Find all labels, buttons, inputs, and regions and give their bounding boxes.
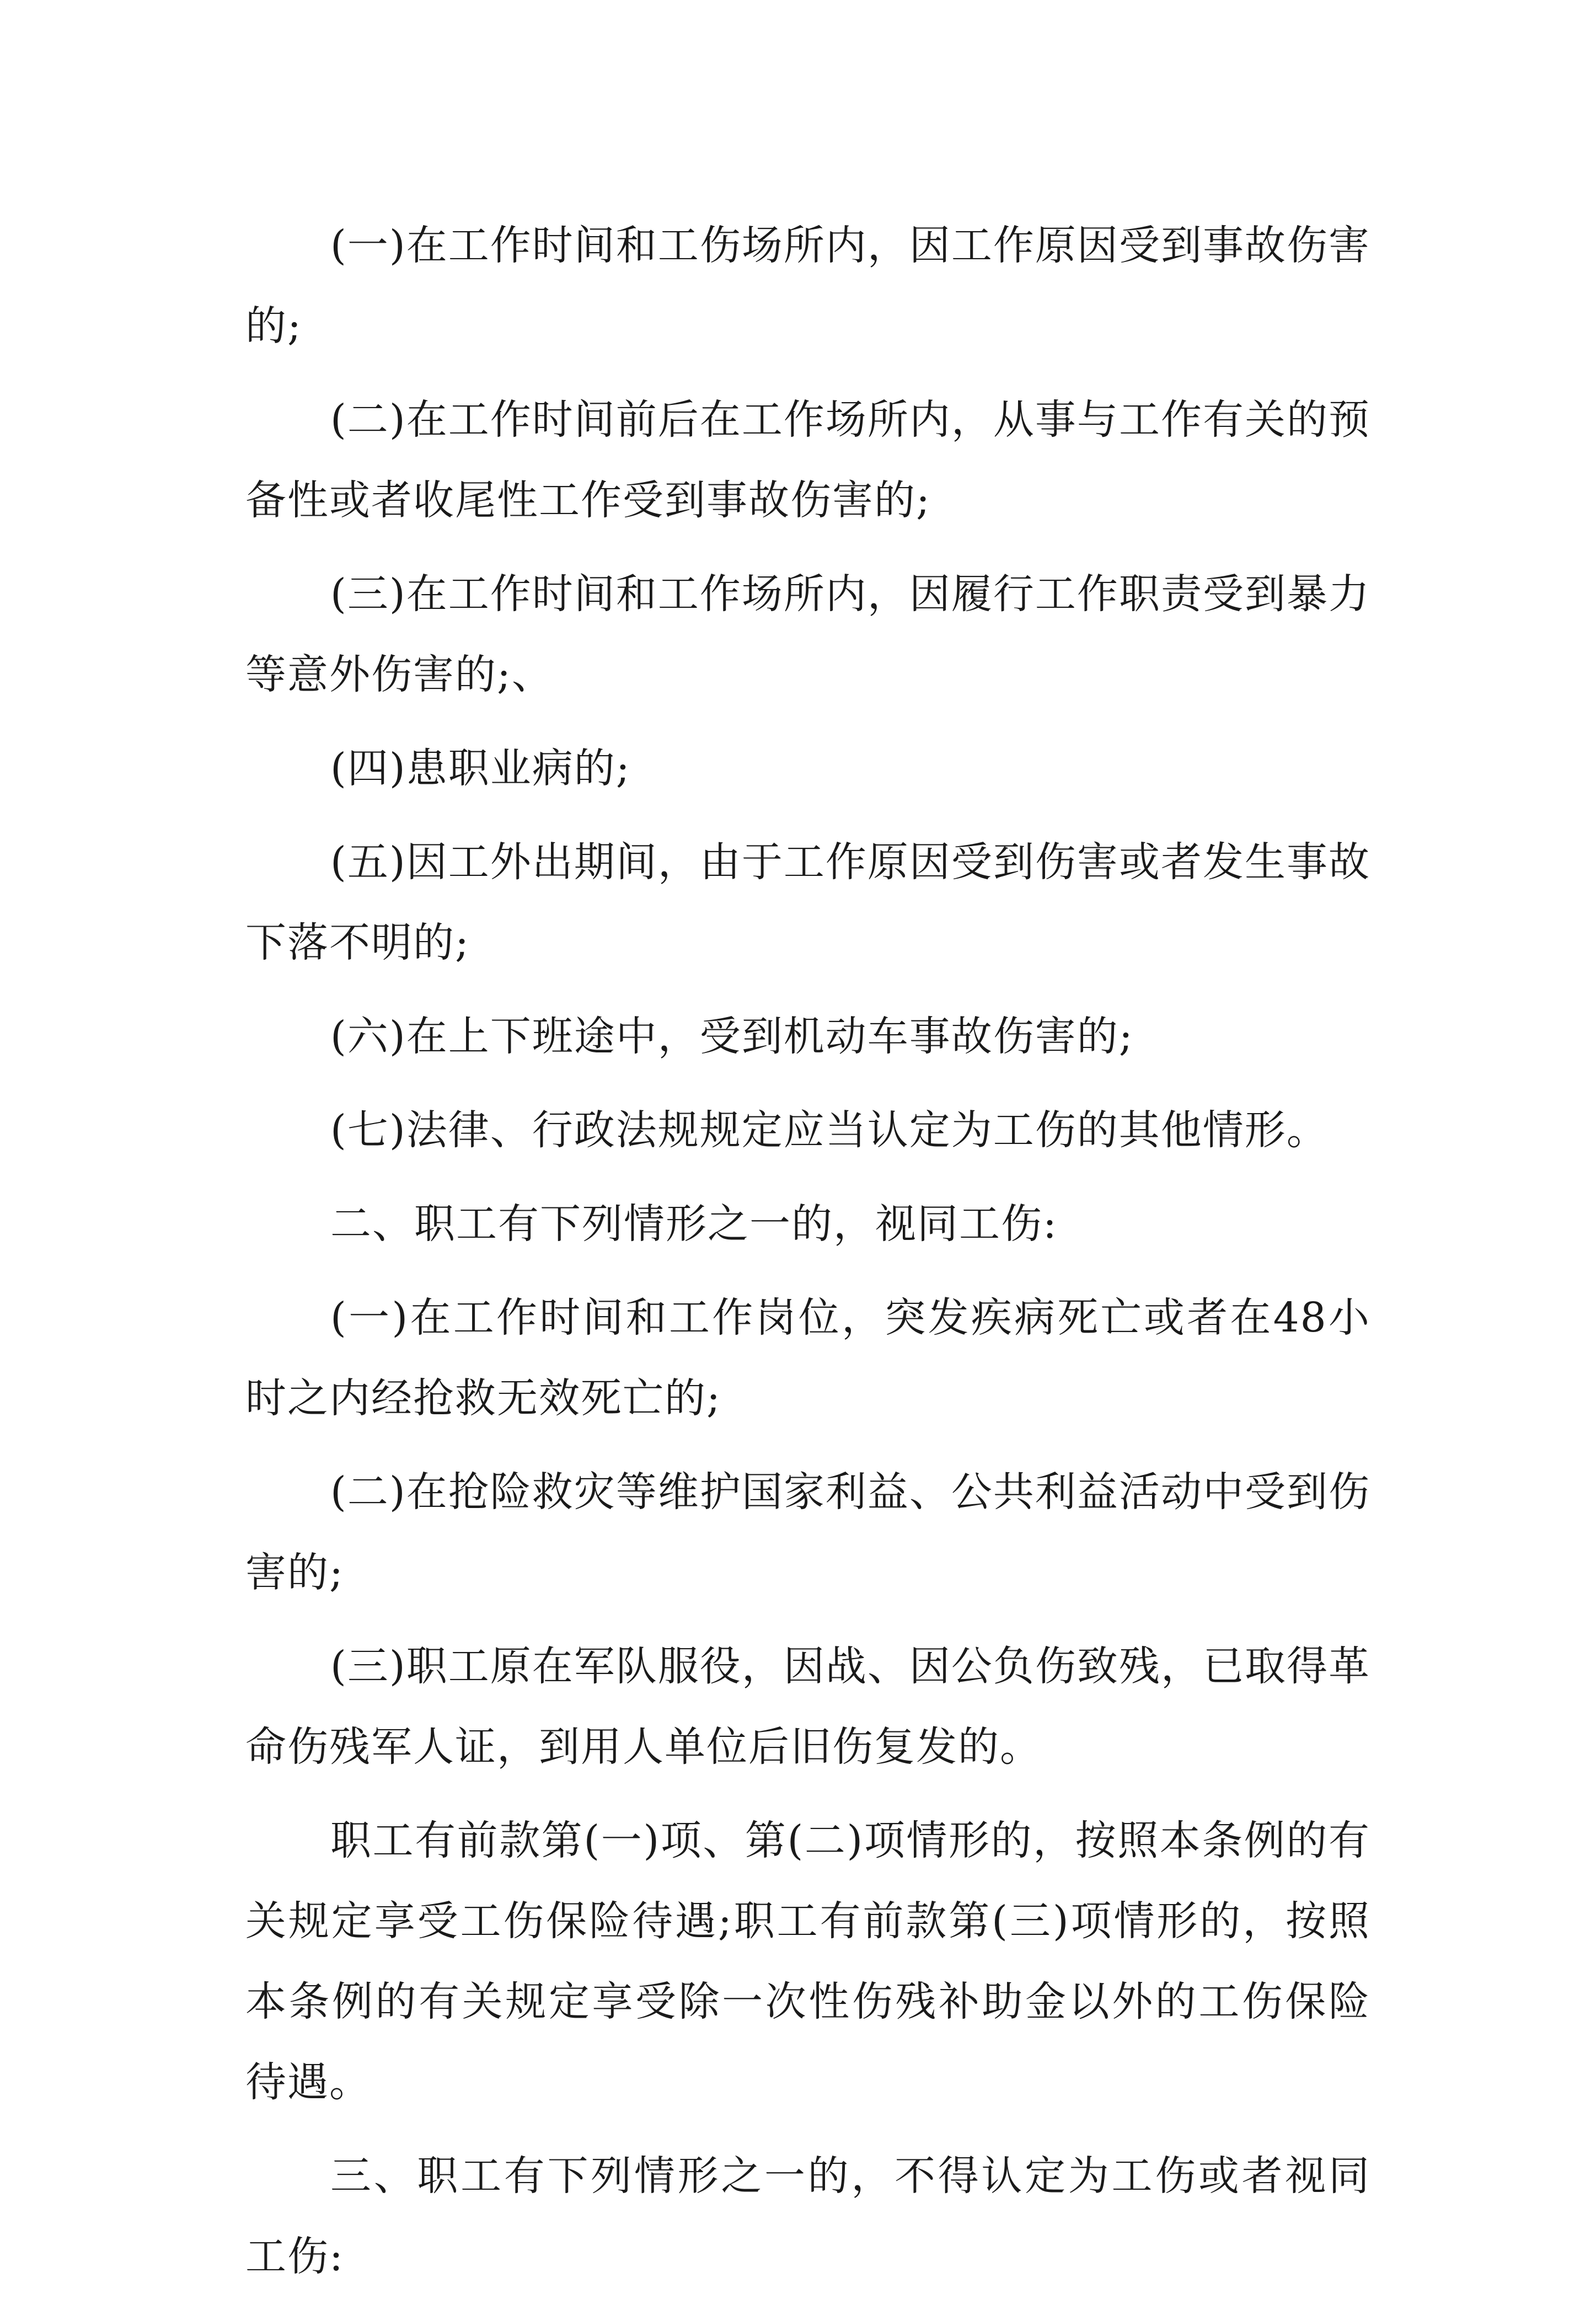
paragraph-item-2: (二)在工作时间前后在工作场所内，从事与工作有关的预备性或者收尾性工作受到事故伤害的; (245, 396, 1370, 524)
section-heading-2: 二、职工有下列情形之一的，视同工伤: (330, 1200, 1058, 1248)
paragraph-item-8: (一)在工作时间和工作岗位，突发疾病死亡或者在48小时之内经抢救无效死亡的; (245, 1294, 1370, 1422)
document-body (245, 205, 1370, 2310)
paragraph-note: 职工有前款第(一)项、第(二)项情形的，按照本条例的有关规定享受工伤保险待遇;职工有前款第(三)项情形的，按照本条例的有关规定享受除一次性伤残补助金以外的工伤保险待遇。 (245, 1817, 1370, 2106)
section-heading-3: 三、职工有下列情形之一的，不得认定为工伤或者视同工伤: (245, 2152, 1370, 2280)
paragraph-item-7: (七)法律、行政法规规定应当认定为工伤的其他情形。 (330, 1106, 1329, 1154)
paragraph-item-5: (五)因工外出期间，由于工作原因受到伤害或者发生事故下落不明的; (245, 838, 1370, 966)
paragraph-item-10: (三)职工原在军队服役，因战、因公负伤致残，已取得革命伤残军人证，到用人单位后旧伤复发的。 (245, 1643, 1370, 1771)
paragraph-item-4: (四)患职业病的; (330, 745, 631, 792)
paragraph-item-1: (一)在工作时间和工伤场所内，因工作原因受到事故伤害的; (245, 222, 1370, 350)
paragraph-item-3: (三)在工作时间和工作场所内，因履行工作职责受到暴力等意外伤害的;、 (245, 570, 1370, 698)
paragraph-item-9: (二)在抢险救灾等维护国家利益、公共利益活动中受到伤害的; (245, 1468, 1370, 1596)
paragraph-item-6: (六)在上下班途中，受到机动车事故伤害的; (330, 1013, 1134, 1060)
